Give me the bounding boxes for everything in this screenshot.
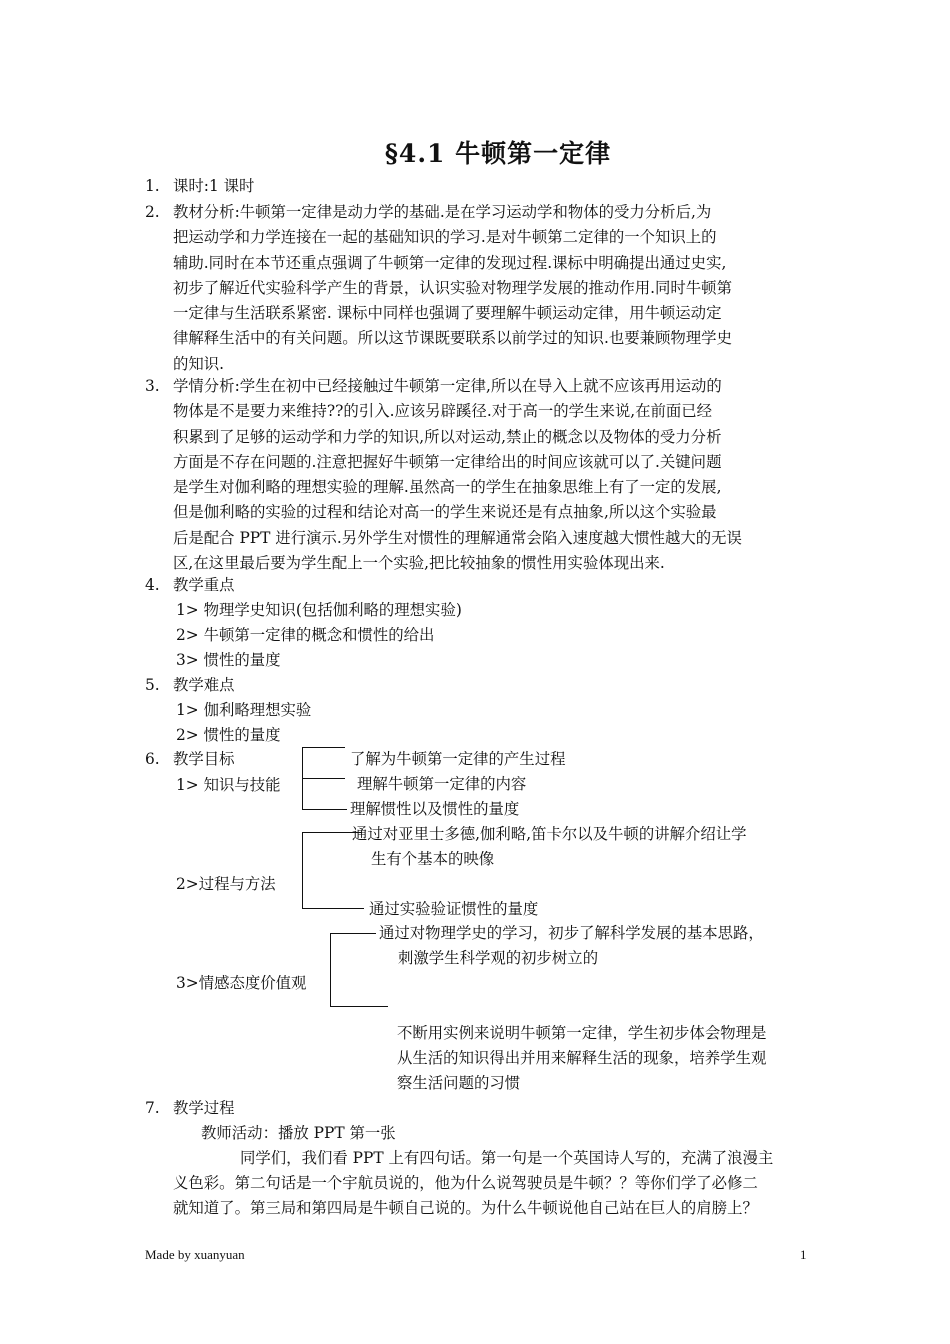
paragraph-line: 物体是不是要力来维持??的引入.应该另辟蹊径.对于高一的学生来说,在前面已经 [173,402,713,421]
goal-item: 察生活问题的习惯 [397,1074,521,1092]
footer-author: Made by xuanyuan [145,1247,245,1262]
bracket-bottom [330,1006,388,1007]
goal-item: 通过实验验证惯性的量度 [369,900,539,918]
teaching-goals-heading: 教学目标 [173,750,235,768]
goal-item: 从生活的知识得出并用来解释生活的现象，培养学生观 [397,1049,767,1067]
goal-item: 刺激学生科学观的初步树立的 [398,949,599,967]
teaching-focus-heading: 教学重点 [173,576,235,594]
paragraph-line: 一定律与生活联系紧密. 课标中同样也强调了要理解牛顿运动定律，用牛顿运动定 [173,304,722,323]
teacher-activity: 教师活动：播放 PPT 第一张 [201,1124,396,1142]
page-number: 1 [800,1247,807,1262]
difficulty-item: 1> 伽利略理想实验 [176,701,312,719]
goal-item: 了解为牛顿第一定律的产生过程 [350,750,566,768]
student-analysis [173,374,742,576]
item-number-1: 1. [145,177,160,195]
paragraph-line: 是学生对伽利略的理想实验的理解.虽然高一的学生在抽象思维上有了一定的发展, [173,478,722,497]
class-hours: 课时:1 课时 [173,177,255,195]
goal-item: 理解牛顿第一定律的内容 [357,775,527,793]
goal-group-label: 2>过程与方法 [176,875,276,893]
paragraph-line: 但是伽利略的实验的过程和结论对高一的学生来说还是有点抽象,所以这个实验最 [173,503,717,522]
goal-group-label: 3>情感态度价值观 [176,974,307,992]
page-title: §4.1 牛顿第一定律 [384,139,612,168]
item-number-7: 7. [145,1099,160,1117]
difficulty-item: 2> 惯性的量度 [176,726,281,744]
paragraph-line: 区,在这里最后要为学生配上一个实验,把比较抽象的惯性用实验体现出来. [173,554,665,573]
paragraph-line: 方面是不存在问题的.注意把握好牛顿第一定律给出的时间应该就可以了.关键问题 [173,452,722,471]
item-number-4: 4. [145,576,160,594]
paragraph-line: 把运动学和力学连接在一起的基础知识的学习.是对牛顿第二定律的一个知识上的 [173,228,717,247]
goal-group-label: 1> 知识与技能 [176,776,281,794]
paragraph-line: 的知识. [173,354,225,373]
bracket-bottom [302,809,347,810]
paragraph-line: 学情分析:学生在初中已经接触过牛顿第一定律,所以在导入上就不应该再用运动的 [173,377,722,395]
paragraph-line: 后是配合 PPT 进行演示.另外学生对惯性的理解通常会陷入速度越大惯性越大的无误 [173,528,742,547]
paragraph-line: 初步了解近代实验科学产生的背景，认识实验对物理学发展的推动作用.同时牛顿第 [173,278,732,297]
paragraph-line: 就知道了。第三局和第四局是牛顿自己说的。为什么牛顿说他自己站在巨人的肩膀上？ [173,1199,758,1217]
bracket-middle [302,778,345,779]
bracket-bottom [302,908,364,909]
bracket-top [330,933,376,934]
teaching-difficulty-heading: 教学难点 [173,676,235,694]
item-number-5: 5. [145,676,160,694]
goal-item: 通过对物理学史的学习，初步了解科学发展的基本思路， [379,924,764,942]
item-number-6: 6. [145,750,160,768]
paragraph-line: 教材分析:牛顿第一定律是动力学的基础.是在学习运动学和物体的受力分析后,为 [173,203,712,221]
item-number-2: 2. [145,203,160,221]
textbook-analysis [173,200,732,377]
focus-item: 1> 物理学史知识(包括伽利略的理想实验) [176,601,462,619]
goal-item: 通过对亚里士多德,伽利略,笛卡尔以及牛顿的讲解介绍让学 [352,825,747,843]
paragraph-line: 律解释生活中的有关问题。所以这节课既要联系以前学过的知识.也要兼顾物理学史 [173,329,732,348]
bracket-vertical [330,933,331,1007]
goal-item: 理解惯性以及惯性的量度 [350,800,520,818]
goal-item: 生有个基本的映像 [371,850,495,868]
paragraph-line: 同学们，我们看 PPT 上有四句话。第一句是一个英国诗人写的，充满了浪漫主 [240,1149,774,1167]
item-number-3: 3. [145,377,160,395]
bracket-top [302,747,345,748]
focus-item: 2> 牛顿第一定律的概念和惯性的给出 [176,626,435,644]
teaching-process-heading: 教学过程 [173,1099,235,1117]
paragraph-line: 积累到了足够的运动学和力学的知识,所以对运动,禁止的概念以及物体的受力分析 [173,427,722,446]
paragraph-line: 辅助.同时在本节还重点强调了牛顿第一定律的发现过程.课标中明确提出通过史实, [173,253,727,272]
goal-item: 不断用实例来说明牛顿第一定律，学生初步体会物理是 [397,1024,767,1042]
bracket-vertical [302,832,303,909]
paragraph-line: 义色彩。第二句话是一个宇航员说的，他为什么说驾驶员是牛顿？？等你们学了必修二 [173,1174,758,1192]
focus-item: 3> 惯性的量度 [176,651,281,669]
